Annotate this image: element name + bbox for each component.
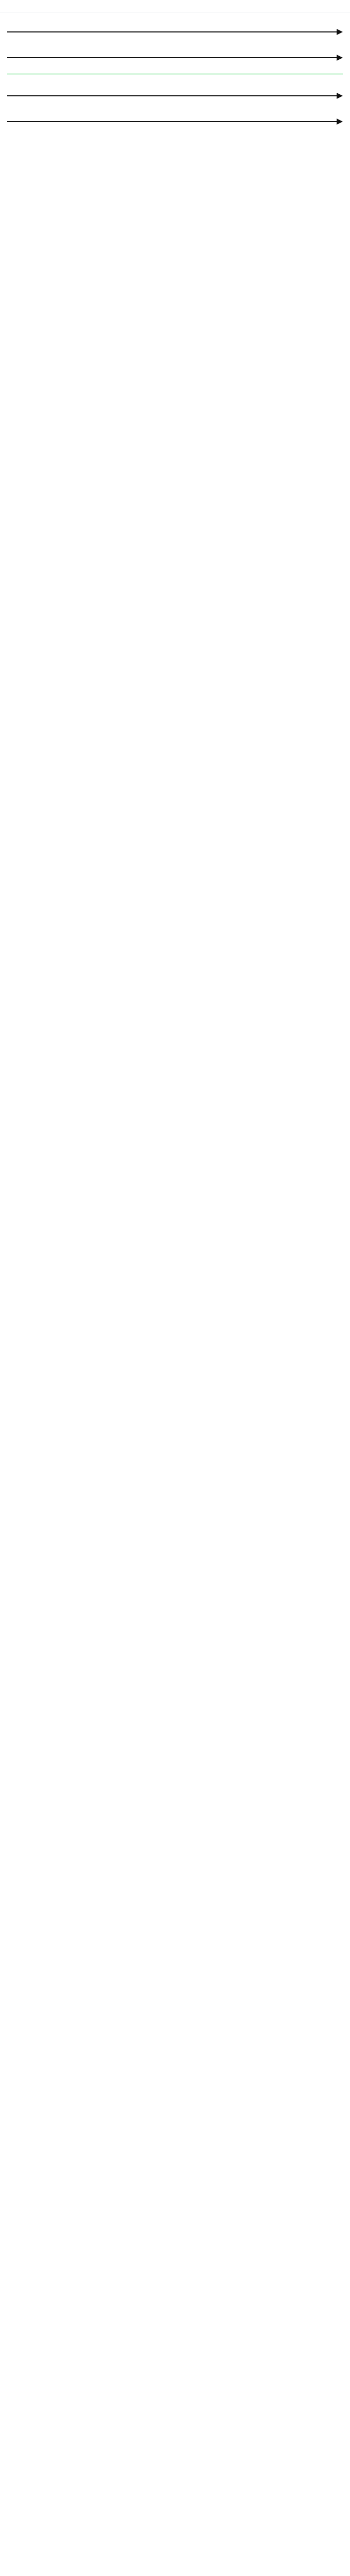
number-line — [7, 91, 343, 101]
page-header — [0, 0, 350, 12]
number-line — [7, 53, 343, 63]
number-line — [7, 116, 343, 127]
number-line — [7, 27, 343, 37]
solution-content — [0, 12, 350, 2576]
highlighted-answer — [7, 73, 343, 75]
